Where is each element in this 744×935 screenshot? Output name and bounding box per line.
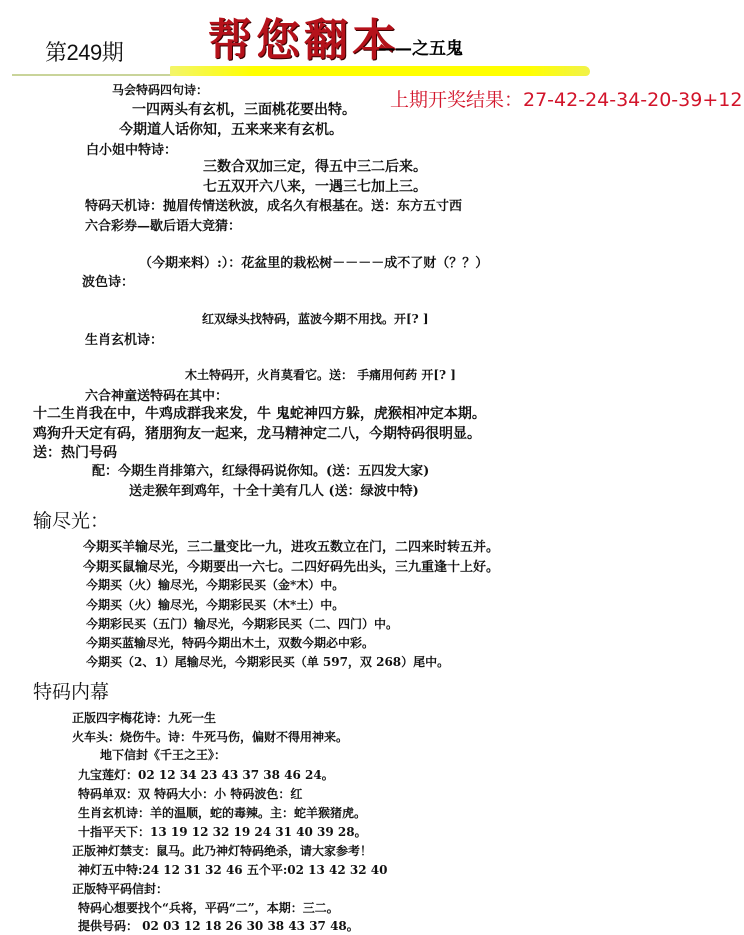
page-subtitle: ——之五鬼 — [378, 39, 463, 59]
neimu-line-7: 十指平天下：13 19 12 32 19 24 31 40 39 28。 — [78, 825, 367, 839]
shentong-line-3: 送：热门号码 — [33, 445, 117, 461]
neimu-heading: 特码内幕 — [33, 681, 110, 703]
shengxiao-label: 生肖玄机诗： — [85, 333, 164, 348]
xiehouyu-label: 六合彩券—歇后语大竞猜： — [85, 219, 242, 234]
shentong-line-4: 配：今期生肖排第六，红绿得码说你知。(送：五四发大家) — [92, 464, 430, 479]
shujinguang-line-3: 今期买（火）输尽光，今期彩民买（金*木）中。 — [86, 578, 345, 592]
neimu-line-8: 正版神灯禁支：鼠马。此乃神灯特码绝杀，请大家参考！ — [72, 844, 373, 858]
neimu-line-4: 九宝莲灯：02 12 34 23 43 37 38 46 24。 — [78, 768, 334, 782]
last-draw-result: 上期开奖结果：27-42-24-34-20-39+12 — [390, 89, 743, 111]
bai-label: 白小姐中特诗： — [86, 143, 178, 158]
tianji-poem: 特码天机诗：抛眉传情送秋波，成名久有根基在。送：东方五寸西 — [85, 199, 463, 214]
neimu-line-10: 正版特平码信封： — [72, 882, 169, 896]
shentong-line-5: 送走猴年到鸡年，十全十美有几人 (送：绿波中特) — [129, 484, 419, 499]
issue-number: 第249期 — [45, 40, 124, 65]
shujinguang-line-1: 今期买羊输尽光，三二量变比一九，进攻五数立在门，二四来时转五并。 — [83, 540, 500, 555]
neimu-line-1: 正版四字梅花诗：九死一生 — [72, 711, 217, 725]
shentong-line-2: 鸡狗升天定有码，猪朋狗友一起来，龙马精神定二八，今期特码很明显。 — [33, 426, 481, 442]
shujinguang-line-5: 今期彩民买（五门）输尽光，今期彩民买（二、四门）中。 — [86, 617, 399, 631]
shujinguang-line-7: 今期买（2、1）尾输尽光，今期彩民买（单 597，双 268）尾中。 — [86, 655, 450, 669]
mahui-line-2: 今期道人话你知，五来来来有玄机。 — [119, 122, 343, 138]
bai-line-2: 七五双开六八来，一遇三七加上三。 — [203, 179, 427, 195]
page-title: 帮您翻本 — [208, 15, 400, 66]
neimu-line-6: 生肖玄机诗：羊的温顺，蛇的毒辣。主：蛇羊猴猪虎。 — [78, 806, 367, 820]
shentong-line-1: 十二生肖我在中，牛鸡成群我来发，牛 鬼蛇神四方躲，虎猴相冲定本期。 — [33, 406, 486, 422]
neimu-line-2: 火车头：烧伤牛。诗：牛死马伤，偏财不得用神来。 — [72, 730, 349, 744]
bai-line-1: 三数合双加三定，得五中三二后来。 — [203, 159, 427, 175]
neimu-line-11: 特码心想要找个“兵将，平码“二”，本期：三二。 — [78, 901, 339, 915]
bose-line: 红双绿头找特码，蓝波今期不用找。开[? ] — [202, 312, 429, 326]
neimu-line-5: 特码单双：双 特码大小：小 特码波色：红 — [78, 787, 303, 801]
neimu-line-12: 提供号码： 02 03 12 18 26 30 38 43 37 48。 — [78, 919, 359, 933]
shujinguang-heading: 输尽光： — [33, 510, 110, 532]
shengxiao-line: 木土特码开，火肖莫看它。送： 手痛用何药 开[? ] — [185, 368, 456, 382]
mahui-label: 马会特码四句诗： — [112, 83, 209, 97]
shujinguang-line-2: 今期买鼠输尽光，今期要出一六七。二四好码先出头，三九重逢十上好。 — [83, 560, 500, 575]
bose-label: 波色诗： — [82, 275, 135, 290]
shentong-label: 六合神童送特码在其中： — [85, 389, 229, 404]
highlight-stroke — [170, 66, 590, 76]
mahui-line-1: 一四两头有玄机，三面桃花要出特。 — [132, 102, 356, 118]
neimu-line-9: 神灯五中特:24 12 31 32 46 五个平:02 13 42 32 40 — [78, 863, 388, 877]
shujinguang-line-4: 今期买（火）输尽光，今期彩民买（木*土）中。 — [86, 598, 345, 612]
neimu-line-3: 地下信封《千王之王》： — [100, 748, 227, 762]
shujinguang-line-6: 今期买蓝输尽光，特码今期出木土，双数今期必中彩。 — [86, 636, 375, 650]
xiehouyu-line: （今期来料）:）：花盆里的栽松树－－－－成不了财（？？） — [139, 256, 489, 271]
